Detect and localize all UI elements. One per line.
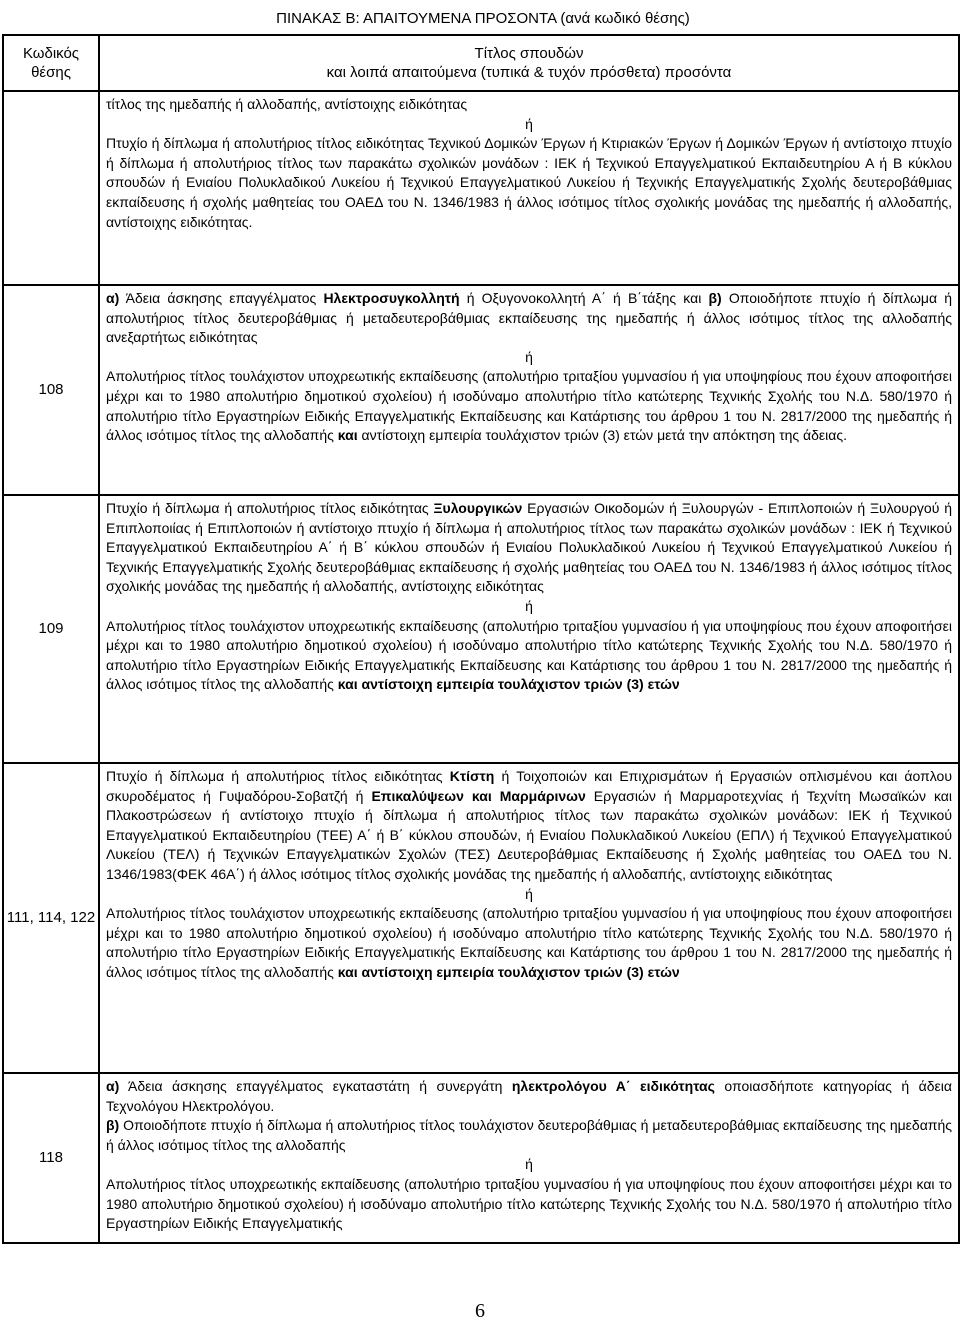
code-header-line2: θέσης	[31, 64, 71, 81]
text-run: Οποιοδήποτε πτυχίο ή δίπλωμα ή απολυτήριος τίτλος τουλάχιστον δευτεροβάθμιας ή μεταδευτεροβάθμιας εκπαίδευσης της ημεδαπής ή άλλος ισότιμος τίτλος της αλλοδαπής	[106, 1117, 952, 1153]
table-row	[3, 91, 959, 285]
item-marker: α)	[106, 290, 120, 306]
item-marker: α)	[106, 1078, 120, 1094]
text-run: Πτυχίο ή δίπλωμα ή απολυτήριος τίτλος ειδικότητας	[106, 500, 434, 516]
emphasis-text: και αντίστοιχη εμπειρία τουλάχιστον τριών (3) ετών	[337, 676, 680, 693]
qualification-paragraph	[106, 367, 952, 445]
row-code: 108	[3, 285, 99, 495]
row-qualifications	[99, 495, 959, 763]
text-run: Εργασιών Οικοδομών ή Ξυλουργών - Επιπλοποιών ή Ξυλουργού ή Επιπλοποιίας ή Επιπλοποιών ή αντίστοιχο πτυχίο ή δίπλωμα ή απολυτήριος τίτλος των παρακάτω σχολικών μονάδων : ΙΕΚ ή Τεχνικού Επαγγελματικού Εκπαιδευτηρίου Α΄ ή Β΄ κύκλου σπουδών ή Ενιαίου Πολυκλαδικού Λυκείου ή Τεχνικού Επαγγελματικού Λυκείου ή Τεχνικής Επαγγελματικής Σχολής δευτεροβάθμιας εκπαίδευσης ή σχολής μαθητείας του ΟΑΕΔ του Ν. 1346/1983 ή άλλος ισότιμος τίτλος σχολικής μονάδας της ημεδαπής ή αλλοδαπής, αντίστοιχης ειδικότητας	[106, 500, 952, 595]
table-header-row	[3, 35, 959, 91]
specialty-name: Κτίστη	[449, 768, 495, 784]
text-run: Πτυχίο ή δίπλωμα ή απολυτήριος τίτλος ειδικότητας	[106, 768, 450, 784]
row-qualifications	[99, 285, 959, 495]
text-run: ή Οξυγονοκολλητή Α΄ ή Β΄τάξης και	[459, 290, 709, 306]
specialty-name: Επικαλύψεων και Μαρμάρινων	[371, 787, 586, 804]
or-separator: ή	[525, 597, 533, 614]
qualification-paragraph: Απολυτήριος τίτλος υποχρεωτικής εκπαίδευσης (απολυτήριο τριταξίου γυμνασίου ή για υποψηφίους που έχουν αποφοιτήσει μέχρι και το 1980 απολυτήριο δημοτικού σχολείου) ή ισοδύναμο απολυτήριο τίτλο κατώτερης Τεχνικής Σχολής του Ν.Δ. 580/1970 ή απολυτήριο τίτλο Εργαστηρίων Ειδικής Επαγγελματικής	[106, 1175, 952, 1232]
text-run: Άδεια άσκησης επαγγέλματος εγκαταστάτη ή συνεργάτη	[119, 1078, 512, 1094]
text-run: αντίστοιχη εμπειρία τουλάχιστον τριών (3) ετών μετά την απόκτηση της άδειας.	[357, 427, 847, 444]
text-run: Εργασιών ή Μαρμαροτεχνίας ή Τεχνίτη Μωσαϊκών και Πλακοστρώσεων ή αντίστοιχο πτυχίο ή δίπλωμα ή απολυτήριος τίτλος των παρακάτω σχολικών μονάδων: ΙΕΚ ή Τεχνικού Επαγγελματικού Εκπαιδευτηρίου (ΤΕΕ) Α΄ ή Β΄ κύκλου σπουδών, ή Ενιαίου Πολυκλαδικού Λυκείου (ΕΠΛ) ή Τεχνικού Επαγγελματικού Λυκείου (ΤΕΛ) ή Τεχνικών Επαγγελματικών Σχολών (ΤΕΣ) Δευτεροβάθμιας Εκπαίδευσης ή Σχολής μαθητείας του ΟΑΕΔ του Ν. 1346/1983(ΦΕΚ 46Α΄) ή άλλος ισότιμος τίτλος σχολικής μονάδας της ημεδαπής ή αλλοδαπής, αντίστοιχης ειδικότητας	[106, 787, 953, 882]
qualification-paragraph	[106, 499, 952, 597]
row-code	[3, 91, 99, 285]
emphasis-text: και αντίστοιχη εμπειρία τουλάχιστον τριών (3) ετών	[337, 963, 680, 980]
text-run: Άδεια άσκησης επαγγέλματος	[119, 290, 324, 306]
page-number: 6	[475, 1300, 485, 1322]
emphasis-text: και	[337, 427, 358, 444]
item-marker: β)	[106, 1117, 120, 1134]
qualification-paragraph: τίτλος της ημεδαπής ή αλλοδαπής, αντίστοιχης ειδικότητας	[106, 96, 468, 112]
row-code: 109	[3, 495, 99, 763]
qualification-paragraph	[106, 1116, 952, 1155]
page-title: ΠΙΝΑΚΑΣ Β: ΑΠΑΙΤΟΥΜΕΝΑ ΠΡΟΣΟΝΤΑ (ανά κωδικό θέσης)	[276, 10, 690, 27]
table-row	[3, 495, 959, 763]
text-run: Απολυτήριος τίτλος τουλάχιστον υποχρεωτικής εκπαίδευσης (απολυτήριο τριταξίου γυμνασίου ή για υποψηφίους που έχουν αποφοιτήσει μέχρι και το 1980 απολυτήριο δημοτικού σχολείου) ή ισοδύναμο απολυτήριο τίτλο κατώτερης Τεχνικής Σχολής του Ν.Δ. 580/1970 ή απολυτήριο τίτλο Εργαστηρίων Ειδικής Επαγγελματικής Εκπαίδευσης και Κατάρτισης του άρθρου 1 του Ν. 2817/2000 της ημεδαπής ή άλλος ισότιμος τίτλος της αλλοδαπής	[106, 617, 952, 693]
specialty-name: Ξυλουργικών	[433, 500, 523, 516]
text-run: Απολυτήριος τίτλος τουλάχιστον υποχρεωτικής εκπαίδευσης (απολυτήριο τριταξίου γυμνασίου ή για υποψηφίους που έχουν αποφοιτήσει μέχρι και το 1980 απολυτήριο δημοτικού σχολείου) ή ισοδύναμο απολυτήριο τίτλο κατώτερης Τεχνικής Σχολής του Ν.Δ. 580/1970 ή απολυτήριο τίτλο Εργαστηρίων Ειδικής Επαγγελματικής Εκπαίδευσης και Κατάρτισης του άρθρου 1 του Ν. 2817/2000 της ημεδαπής ή άλλος ισότιμος τίτλος της αλλοδαπής	[106, 905, 952, 980]
row-code: 111, 114, 122	[3, 763, 99, 1073]
text-run: ή Τοιχοποιών και Επιχρισμάτων ή Εργασιών οπλισμένου και άοπλου σκυροδέματος ή Γυψαδόρου-Σοβατζή ή	[106, 768, 952, 804]
table-row	[3, 763, 959, 1073]
title-header-line1: Τίτλος σπουδών	[474, 45, 584, 62]
row-code: 118	[3, 1073, 99, 1243]
or-separator: ή	[525, 885, 533, 902]
qualification-paragraph	[106, 617, 952, 695]
or-separator: ή	[525, 1156, 533, 1173]
title-header-line2: και λοιπά απαιτούμενα (τυπικά & τυχόν πρόσθετα) προσόντα	[326, 64, 732, 81]
text-run: Οποιοδήποτε πτυχίο ή δίπλωμα ή απολυτήριος τίτλος δευτεροβάθμιας ή μεταδευτεροβάθμιας εκπαίδευσης της ημεδαπής ή άλλος ισότιμος τίτλος της αλλοδαπής ανεξαρτήτως ειδικότητας	[106, 290, 952, 346]
item-marker: β)	[708, 290, 722, 306]
row-qualifications	[99, 91, 959, 285]
table-row	[3, 285, 959, 495]
row-qualifications	[99, 1073, 959, 1243]
code-header-line1: Κωδικός	[22, 45, 80, 62]
or-separator: ή	[525, 348, 533, 365]
requirements-table	[2, 34, 960, 1244]
text-run: οποιασδήποτε κατηγορίας ή άδεια Τεχνολόγου Ηλεκτρολόγου.	[106, 1078, 953, 1114]
qualification-paragraph	[106, 1077, 952, 1116]
code-column-header	[3, 35, 99, 91]
title-column-header	[99, 35, 959, 91]
row-qualifications	[99, 763, 959, 1073]
text-run: Απολυτήριος τίτλος τουλάχιστον υποχρεωτικής εκπαίδευσης (απολυτήριο τριταξίου γυμνασίου ή για υποψηφίους που έχουν αποφοιτήσει μέχρι και το 1980 απολυτήριο δημοτικού σχολείου) ή ισοδύναμο απολυτήριο τίτλο κατώτερης Τεχνικής Σχολής του Ν.Δ. 580/1970 ή απολυτήριο τίτλο Εργαστηρίων Ειδικής Επαγγελματικής Εκπαίδευσης και Κατάρτισης του άρθρου 1 του Ν. 2817/2000 της ημεδαπής ή άλλος ισότιμος τίτλος της αλλοδαπής	[106, 368, 952, 444]
qualification-paragraph	[106, 767, 952, 885]
qualification-paragraph	[106, 904, 952, 982]
specialty-name: Ηλεκτροσυγκολλητή	[323, 290, 460, 306]
or-separator: ή	[525, 115, 533, 132]
qualification-paragraph	[106, 289, 952, 348]
table-row	[3, 1073, 959, 1243]
specialty-name: ηλεκτρολόγου Α΄ ειδικότητας	[511, 1078, 715, 1094]
qualification-paragraph: Πτυχίο ή δίπλωμα ή απολυτήριος τίτλος ειδικότητας Τεχνικού Δομικών Έργων ή Κτιριακών Έργων ή Δομικών Έργων ή αντίστοιχο πτυχίο ή δίπλωμα ή απολυτήριος τίτλος των παρακάτω σχολικών μονάδων : ΙΕΚ ή Τεχνικού Επαγγελματικού Εκπαιδευτηρίου Α ή Β κύκλου σπουδών ή Ενιαίου Πολυκλαδικού Λυκείου ή Τεχνικού Επαγγελματικού Λυκείου ή Τεχνικής Επαγγελματικής Σχολής δευτεροβάθμιας εκπαίδευσης ή σχολής μαθητείας του ΟΑΕΔ του Ν. 1346/1983 ή άλλος ισότιμος τίτλος σχολικής μονάδας της ημεδαπής ή αλλοδαπής, αντίστοιχης ειδικότητας.	[106, 135, 952, 230]
